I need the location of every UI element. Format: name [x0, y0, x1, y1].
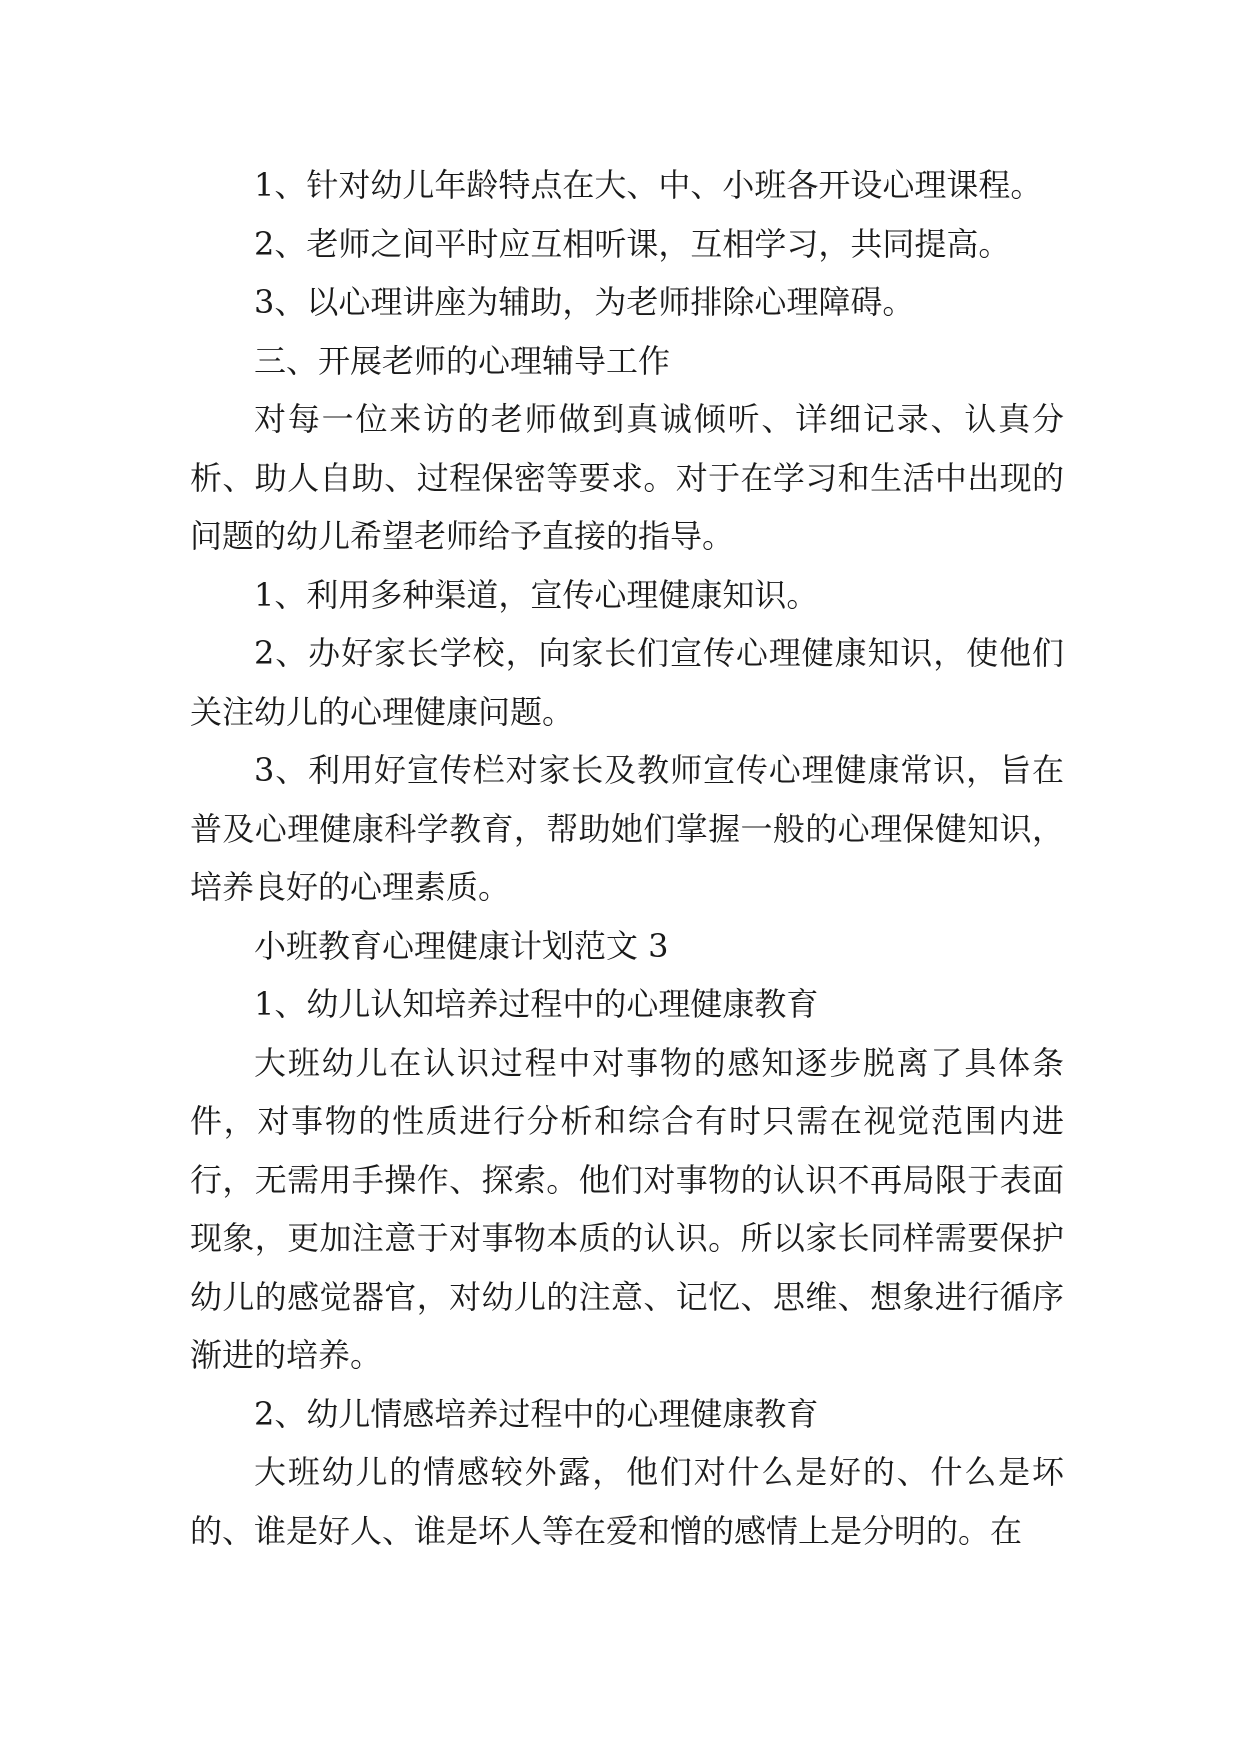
paragraph-5: 对每一位来访的老师做到真诚倾听、详细记录、认真分析、助人自助、过程保密等要求。对于在学习和生活中出现的问题的幼儿希望老师给予直接的指导。 [190, 400, 1064, 555]
paragraph-8: 3、利用好宣传栏对家长及教师宣传心理健康常识，旨在普及心理健康科学教育，帮助她们掌握一般的心理保健知识，培养良好的心理素质。 [190, 751, 1064, 906]
paragraph-7: 2、办好家长学校，向家长们宣传心理健康知识，使他们关注幼儿的心理健康问题。 [190, 634, 1064, 731]
subheading-1: 1、幼儿认知培养过程中的心理健康教育 [254, 985, 819, 1023]
document-body [190, 156, 1064, 1560]
paragraph-1: 1、针对幼儿年龄特点在大、中、小班各开设心理课程。 [254, 166, 1043, 204]
paragraph-3: 3、以心理讲座为辅助，为老师排除心理障碍。 [254, 283, 915, 321]
paragraph-2: 2、老师之间平时应互相听课，互相学习，共同提高。 [254, 224, 1011, 263]
subheading-2: 2、幼儿情感培养过程中的心理健康教育 [254, 1394, 819, 1433]
section-heading-3: 三、开展老师的心理辅导工作 [254, 341, 671, 380]
paragraph-11: 大班幼儿在认识过程中对事物的感知逐步脱离了具体条件，对事物的性质进行分析和综合有时只需在视觉范围内进行，无需用手操作、探索。他们对事物的认识不再局限于表面现象，更加注意于对事物本质的认识。所以家长同样需要保护幼儿的感觉器官，对幼儿的注意、记忆、思维、想象进行循序渐进的培养。 [190, 1043, 1064, 1374]
paragraph-13: 大班幼儿的情感较外露，他们对什么是好的、什么是坏的、谁是好人、谁是坏人等在爱和憎的感情上是分明的。在 [190, 1453, 1064, 1550]
article-title: 小班教育心理健康计划范文 3 [254, 926, 669, 965]
paragraph-6: 1、利用多种渠道，宣传心理健康知识。 [254, 575, 819, 614]
